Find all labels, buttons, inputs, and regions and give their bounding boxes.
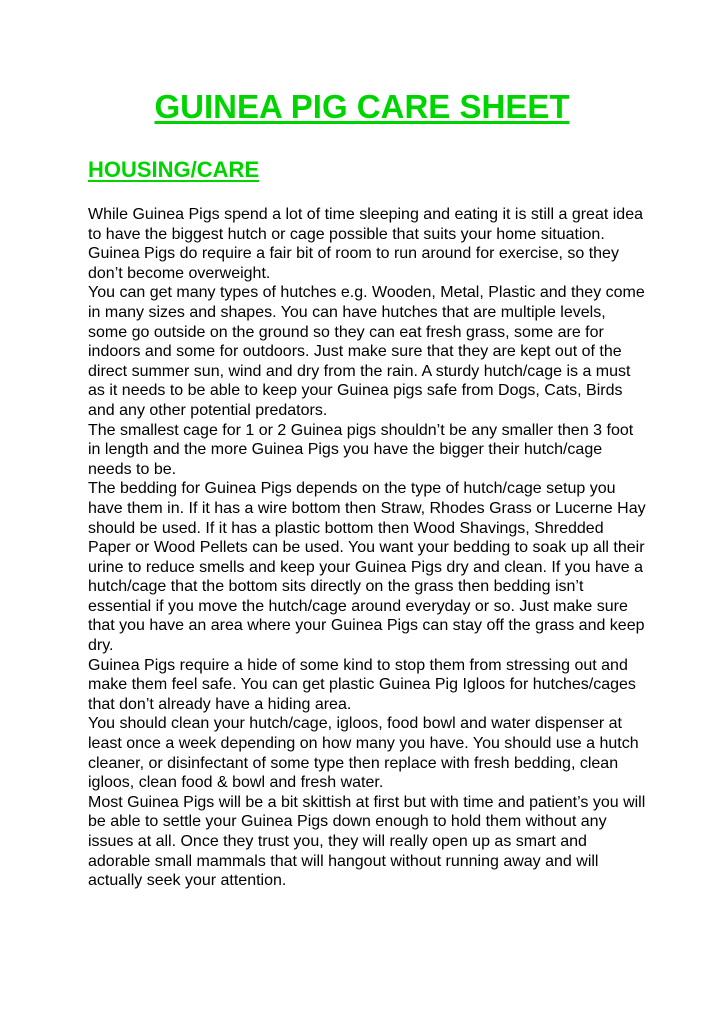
paragraph: You can get many types of hutches e.g. Wooden, Metal, Plastic and they come in many sizes and shapes. You can have hutches that are multiple levels, some go outside on the ground so they can eat fresh grass, some are for indoors and some for outdoors. Just make sure that they are kept out of the direct summer sun, wind and dry from the rain. A sturdy hutch/cage is a must as it needs to be able to keep your Guinea pigs safe from Dogs, Cats, Birds and any other potential predators.	[88, 284, 645, 419]
paragraph: The smallest cage for 1 or 2 Guinea pigs shouldn’t be any smaller then 3 foot in length and the more Guinea Pigs you have the bigger their hutch/cage needs to be.	[88, 421, 634, 478]
section-heading: HOUSING/CARE	[88, 157, 260, 182]
body-text	[88, 205, 648, 891]
paragraph: You should clean your hutch/cage, igloos, food bowl and water dispenser at least once a week depending on how many you have. You should use a hutch cleaner, or disinfectant of some type then replace with fresh bedding, clean igloos, clean food & bowl and fresh water.	[88, 715, 639, 792]
page-title	[0, 88, 724, 126]
paragraph: The bedding for Guinea Pigs depends on the type of hutch/cage setup you have them in. If it has a wire bottom then Straw, Rhodes Grass or Lucerne Hay should be used. If it has a plastic bottom then Wood Shavings, Shredded Paper or Wood Pellets can be used. You want your bedding to soak up all their urine to reduce smells and keep your Guinea Pigs dry and clean. If you have a hutch/cage that the bottom sits directly on the grass then bedding isn’t essential if you move the hutch/cage around everyday or so. Just make sure that you have an area where your Guinea Pigs can stay off the grass and keep dry.	[88, 480, 646, 655]
paragraph: While Guinea Pigs spend a lot of time sleeping and eating it is still a great idea to have the biggest hutch or cage possible that suits your home situation. Guinea Pigs do require a fair bit of room to run around for exercise, so they don’t become overweight.	[88, 206, 643, 282]
paragraph: Most Guinea Pigs will be a bit skittish at first but with time and patient’s you will be able to settle your Guinea Pigs down enough to hold them without any issues at all. Once they trust you, they will really open up as smart and adorable small mammals that will hangout without running away and will actually seek your attention.	[88, 793, 646, 890]
page-title-text: GUINEA PIG CARE SHEET	[154, 88, 570, 125]
paragraph: Guinea Pigs require a hide of some kind to stop them from stressing out and make them feel safe. You can get plastic Guinea Pig Igloos for hutches/cages that don’t already have a hiding area.	[88, 656, 636, 713]
